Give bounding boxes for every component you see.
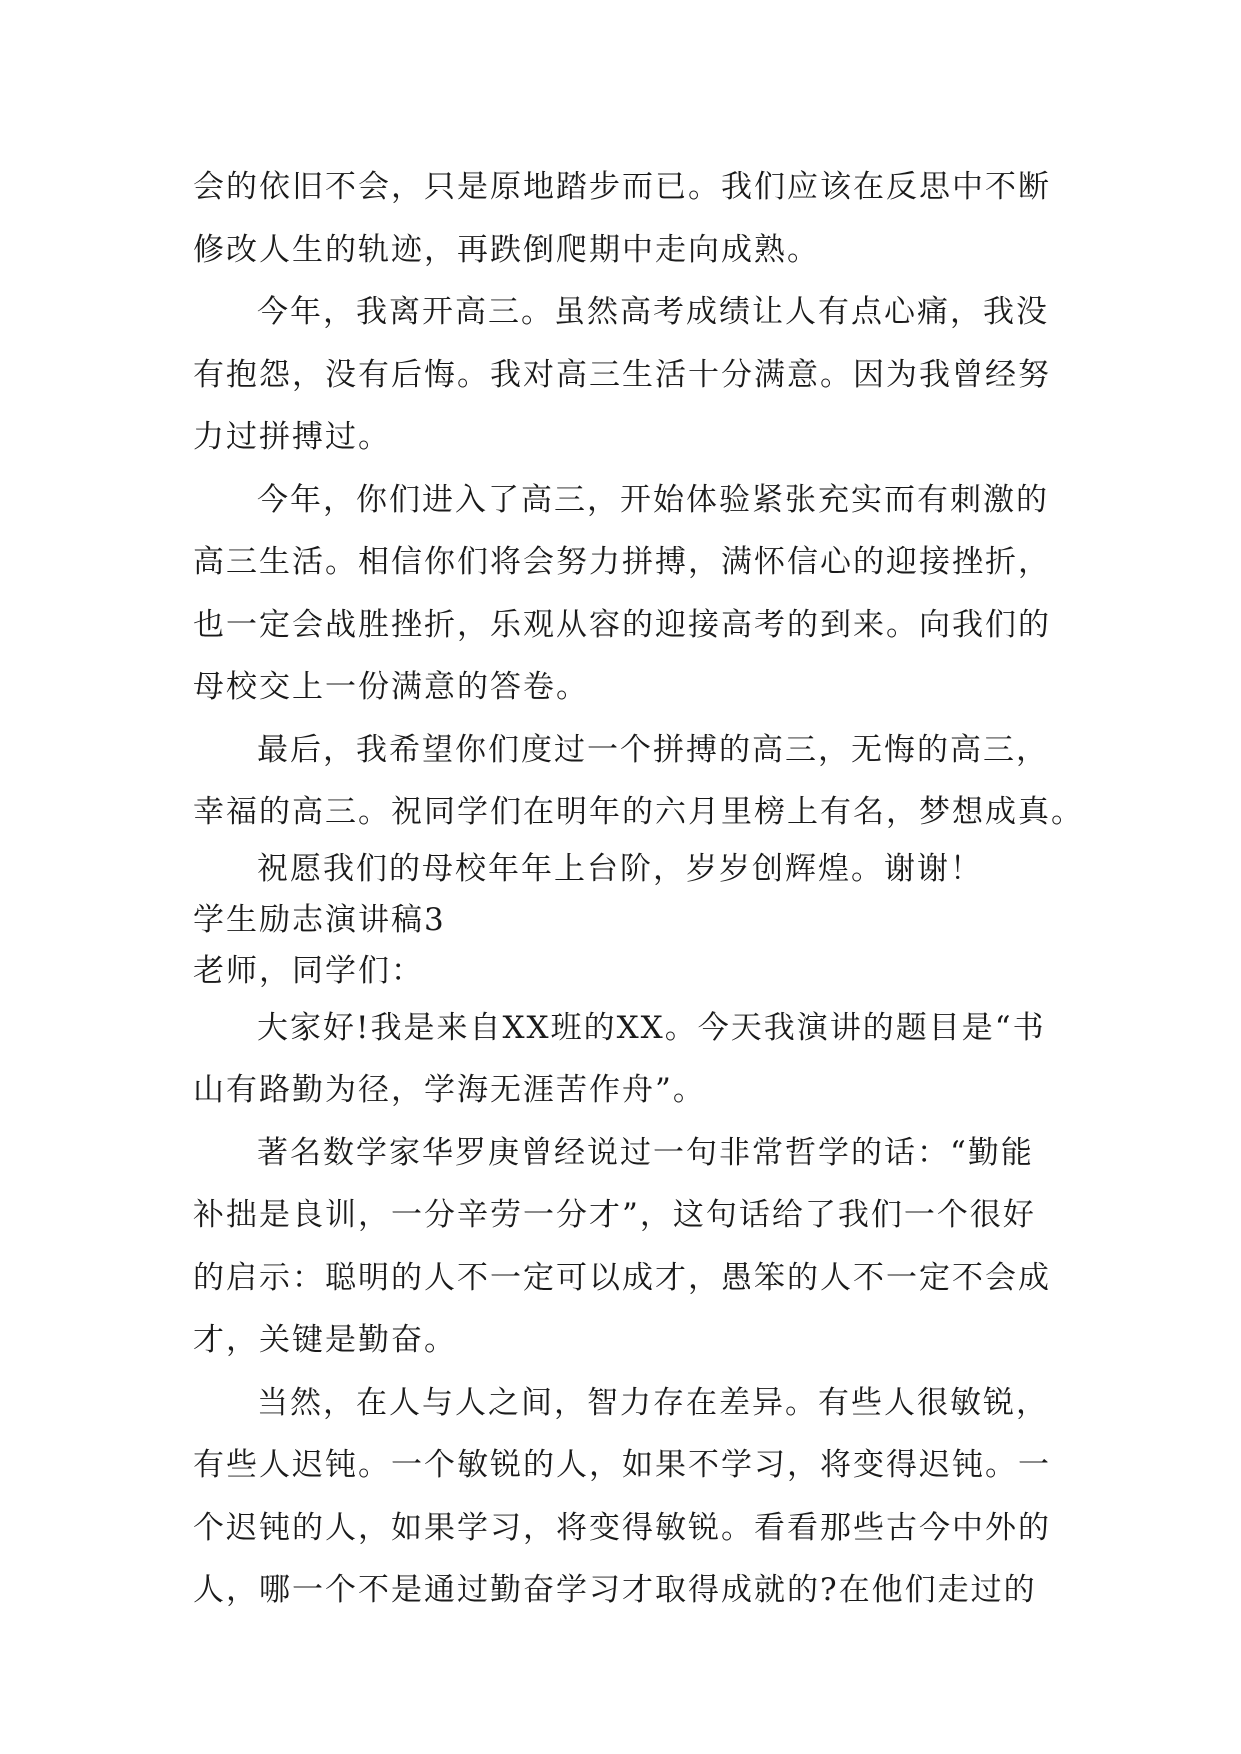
text-line: 有些人迟钝。一个敏锐的人，如果不学习，将变得迟钝。一: [193, 1447, 1051, 1483]
paragraph-start-line: 今年，你们进入了高三，开始体验紧张充实而有刺激的: [257, 481, 1049, 518]
text-line: 才，关键是勤奋。: [193, 1322, 457, 1358]
paragraph-start-line: 大家好!我是来自XX班的XX。今天我演讲的题目是“书: [257, 1009, 1046, 1046]
text-line: 山有路勤为径，学海无涯苦作舟”。: [193, 1072, 706, 1108]
text-line: 补拙是良训，一分辛劳一分才”，这句话给了我们一个很好: [193, 1197, 1036, 1233]
text-line: 的启示：聪明的人不一定可以成才，愚笨的人不一定不会成: [193, 1259, 1051, 1296]
document-body: [193, 156, 1084, 1622]
text-line: 幸福的高三。祝同学们在明年的六月里榜上有名，梦想成真。: [193, 794, 1084, 830]
text-line: 母校交上一份满意的答卷。: [193, 669, 589, 705]
section-title: 学生励志演讲稿3: [193, 901, 446, 938]
paragraph-start-line: 祝愿我们的母校年年上台阶，岁岁创辉煌。谢谢！: [257, 850, 983, 887]
paragraph-start-line: 今年，我离开高三。虽然高考成绩让人有点心痛，我没: [257, 294, 1049, 330]
paragraph-start-line: 最后，我希望你们度过一个拼搏的高三，无悔的高三，: [257, 731, 1049, 768]
text-line: 有抱怨，没有后悔。我对高三生活十分满意。因为我曾经努: [193, 356, 1051, 393]
text-line: 会的依旧不会，只是原地踏步而已。我们应该在反思中不断: [193, 169, 1051, 205]
paragraph-start-line: 著名数学家华罗庚曾经说过一句非常哲学的话：“勤能: [257, 1134, 1034, 1171]
text-line: 人，哪一个不是通过勤奋学习才取得成就的?在他们走过的: [193, 1572, 1037, 1608]
text-line: 个迟钝的人，如果学习，将变得敏锐。看看那些古今中外的: [193, 1509, 1051, 1546]
text-line: 高三生活。相信你们将会努力拼搏，满怀信心的迎接挫折，: [193, 544, 1051, 580]
paragraph-start-line: 当然，在人与人之间，智力存在差异。有些人很敏锐，: [257, 1384, 1049, 1421]
text-line: 力过拼搏过。: [193, 419, 391, 455]
text-line: 也一定会战胜挫折，乐观从容的迎接高考的到来。向我们的: [193, 606, 1051, 643]
salutation: 老师，同学们：: [193, 952, 424, 989]
text-line: 修改人生的轨迹，再跌倒爬期中走向成熟。: [193, 231, 820, 268]
